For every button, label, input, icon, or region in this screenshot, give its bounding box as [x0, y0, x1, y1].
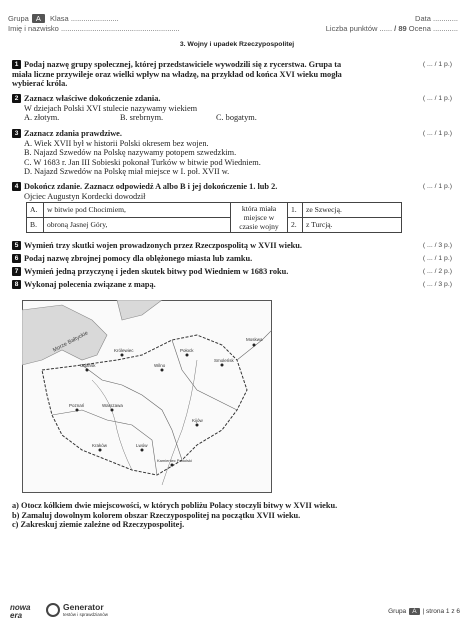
task-points: ( ... / 3 p.) [422, 242, 452, 249]
city-label[interactable]: Kraków [92, 443, 108, 448]
date-line: Data ............ [415, 14, 458, 23]
task-7 [12, 267, 452, 277]
page-footer [0, 600, 474, 632]
option-c[interactable]: C. bogatym. [216, 113, 257, 123]
task-question: Zaznacz zdania prawdziwe. [24, 129, 122, 138]
task-points: ( ... / 2 p.) [422, 268, 452, 275]
task-points: ( ... / 1 p.) [422, 130, 452, 137]
task-8-subtasks [12, 501, 342, 530]
city-label[interactable]: Poznań [69, 403, 85, 408]
generator-logo-icon [46, 603, 60, 617]
task-points: ( ... / 1 p.) [422, 183, 452, 190]
subtask-a: a) Otocz kółkiem dwie miejscowości, w których pobliżu Polacy stoczyli bitwy w XVII wieku. [12, 501, 338, 510]
task-1 [12, 60, 452, 89]
statement-d[interactable]: D. Najazd Szwedów na Polskę miał miejsce w I. poł. XVII w. [24, 167, 230, 177]
task-points: ( ... / 1 p.) [422, 95, 452, 102]
nowa-era-logo: nowa era [10, 603, 31, 620]
option-a[interactable]: A. złotym. [24, 113, 60, 123]
task-stem: Ojciec Augustyn Kordecki dowodził [24, 191, 146, 201]
task-6 [12, 254, 452, 264]
page-title: 3. Wojny i upadek Rzeczypospolitej [179, 41, 295, 48]
task-question: Zaznacz właściwe dokończenie zdania. [24, 94, 161, 103]
task-8 [12, 280, 452, 290]
group-line: Grupa A Klasa ....................... [8, 14, 119, 23]
city-label[interactable]: Warszawa [102, 403, 123, 408]
task-number: 8 [12, 280, 21, 289]
task-points: ( ... / 3 p.) [422, 281, 452, 288]
cell-a-text[interactable]: w bitwie pod Chocimiem, [44, 203, 231, 218]
task-question: Podaj nazwę grupy społecznej, której przedstawiciele wywodzili się z rycerstwa. Grupa ta miała liczne przywileje oraz wielki wpływ na władzę, na przykład od końca XVI wieku mogła wybierać króla. [12, 60, 342, 89]
task-points: ( ... / 1 p.) [422, 255, 452, 262]
city-label[interactable]: Połock [180, 348, 194, 353]
city-label[interactable]: Kijów [192, 418, 203, 423]
task-question: Wykonaj polecenia związane z mapą. [24, 280, 156, 289]
city-label[interactable]: Lwów [136, 443, 148, 448]
task-stem: W dziejach Polski XVI stulecie nazywamy wiekiem [24, 103, 198, 113]
city-label[interactable]: Wilno [154, 363, 166, 368]
cell-2[interactable]: 2. [288, 218, 303, 233]
task-2 [12, 94, 452, 123]
task-number: 4 [12, 182, 21, 191]
task-number: 7 [12, 267, 21, 276]
statement-a[interactable]: A. Wiek XVII był w historii Polski okresem bez wojen. [24, 138, 209, 148]
city-label[interactable]: Gdańsk [80, 363, 96, 368]
cell-b-text[interactable]: obroną Jasnej Góry, [44, 218, 231, 233]
task-question: Wymień trzy skutki wojen prowadzonych przez Rzeczpospolitą w XVII wieku. [24, 241, 302, 250]
cell-1-text[interactable]: ze Szwecją. [303, 203, 402, 218]
statement-b[interactable]: B. Najazd Szwedów na Polskę nazywamy potopem szwedzkim. [24, 148, 237, 158]
task-number: 6 [12, 254, 21, 263]
cell-2-text[interactable]: z Turcją. [303, 218, 402, 233]
city-label[interactable]: Moskwa [246, 337, 263, 342]
task-3 [12, 129, 452, 177]
task-number: 1 [12, 60, 21, 69]
subtask-c: c) Zakreskuj ziemie zależne od Rzeczypospolitej. [12, 520, 185, 530]
task-number: 2 [12, 94, 21, 103]
task-number: 5 [12, 241, 21, 250]
city-label[interactable]: Królewiec [114, 348, 134, 353]
city-label[interactable]: Smoleńsk [214, 358, 234, 363]
score-line: Liczba punktów ...... / 89 Ocena ............ [325, 24, 458, 33]
cell-1[interactable]: 1. [288, 203, 303, 218]
task-4 [12, 182, 452, 233]
cell-middle: która miała miejsce w czasie wojny [231, 203, 288, 233]
statement-c[interactable]: C. W 1683 r. Jan III Sobieski pokonał Turków w bitwie pod Wiedniem. [24, 157, 261, 167]
historical-map[interactable] [22, 300, 272, 493]
map-svg [22, 300, 272, 493]
group-badge: A [32, 14, 45, 23]
city-label[interactable]: Kamieniec Podolski [157, 458, 192, 463]
sea-label: Morze Bałtyckie [52, 330, 90, 354]
subtask-b: b) Zamaluj dowolnym kolorem obszar Rzeczypospolitej na początku XVII wieku. [12, 510, 301, 520]
option-b[interactable]: B. srebrnym. [120, 113, 164, 123]
task-question: Dokończ zdanie. Zaznacz odpowiedź A albo B i jej dokończenie 1. lub 2. [24, 182, 278, 191]
generator-brand: Generator testów i sprawdzianów [63, 602, 109, 617]
page-indicator: Grupa A | strona 1 z 6 [388, 608, 460, 615]
answer-table [26, 202, 402, 233]
task-points: ( ... / 1 p.) [422, 61, 452, 68]
name-line: Imię i nazwisko ......................................................... [8, 24, 180, 33]
task-question: Podaj nazwę zbrojnej pomocy dla oblężonego miasta lub zamku. [24, 254, 253, 263]
cell-b[interactable]: B. [27, 218, 44, 233]
task-question: Wymień jedną przyczynę i jeden skutek bitwy pod Wiedniem w 1683 roku. [24, 267, 289, 276]
task-5 [12, 241, 452, 251]
cell-a[interactable]: A. [27, 203, 44, 218]
task-number: 3 [12, 129, 21, 138]
